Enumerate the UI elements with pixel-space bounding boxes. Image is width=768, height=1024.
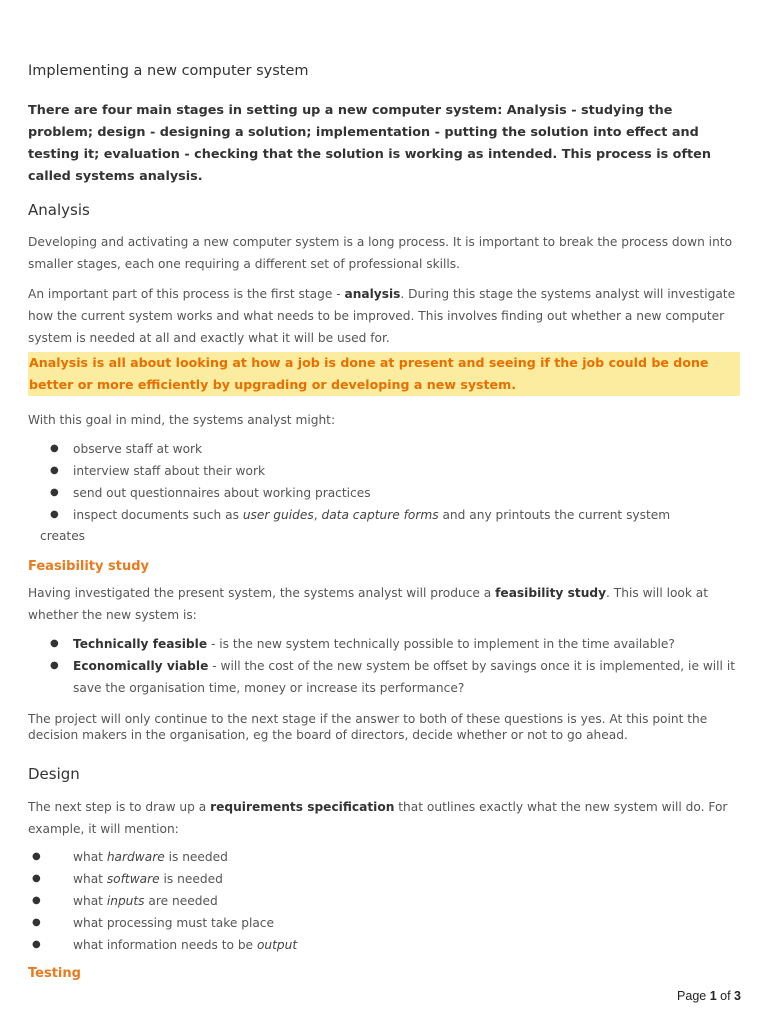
bullet-icon: ● [32, 939, 41, 950]
heading-feasibility-study: Feasibility study [28, 559, 150, 574]
document-title: Implementing a new computer system [28, 63, 309, 79]
list-item-continuation: creates [40, 529, 86, 543]
heading-design: Design [28, 765, 80, 783]
bullet-icon: ● [50, 443, 59, 454]
heading-analysis: Analysis [28, 201, 90, 219]
bullet-icon: ● [50, 487, 59, 498]
analysis-activities-list [28, 438, 740, 526]
list-item: ● what software is needed [28, 868, 740, 890]
bullet-icon: ● [32, 851, 41, 862]
bullet-icon: ● [32, 917, 41, 928]
bullet-icon: ● [50, 509, 59, 520]
bullet-icon: ● [50, 638, 59, 649]
requirements-list [28, 846, 740, 956]
feasibility-paragraph-1: Having investigated the present system, the systems analyst will produce a feasibility study. This will look at whether the new system is: [28, 586, 709, 622]
list-item: ● interview staff about their work [28, 460, 740, 482]
analysis-intro: With this goal in mind, the systems analyst might: [28, 413, 336, 427]
list-item: ● Technically feasible - is the new system technically possible to implement in the time available? [28, 633, 740, 655]
list-item: ● what inputs are needed [28, 890, 740, 912]
bullet-icon: ● [32, 895, 41, 906]
page-number-footer: Page 1 of 3 [677, 989, 741, 1003]
feasibility-paragraph-2: The project will only continue to the next stage if the answer to both of these questions is yes. At this point the decision makers in the organisation, eg the board of directors, decide whether or not to go ahead. [28, 712, 708, 742]
bullet-icon: ● [50, 465, 59, 476]
heading-testing: Testing [28, 966, 81, 981]
design-paragraph-1: The next step is to draw up a requirements specification that outlines exactly what the new system will do. For example, it will mention: [28, 800, 728, 836]
bullet-icon: ● [50, 660, 59, 671]
analysis-paragraph-2: An important part of this process is the first stage - analysis. During this stage the systems analyst will investigate how the current system works and what needs to be improved. This involves finding out whether a new computer system is needed at all and exactly what it will be used for. [28, 287, 736, 345]
feasibility-questions-list [28, 633, 740, 699]
analysis-paragraph-1: Developing and activating a new computer system is a long process. It is important to break the process down into smaller stages, each one requiring a different set of professional skills. [28, 235, 733, 271]
bullet-icon: ● [32, 873, 41, 884]
list-item: ● inspect documents such as user guides, data capture forms and any printouts the current system [28, 504, 740, 526]
analysis-highlight-box: Analysis is all about looking at how a job is done at present and seeing if the job could be done better or more efficiently by upgrading or developing a new system. [28, 352, 740, 396]
list-item: ● what hardware is needed [28, 846, 740, 868]
list-item: ● what information needs to be output [28, 934, 740, 956]
list-item: ● what processing must take place [28, 912, 740, 934]
list-item: ● send out questionnaires about working practices [28, 482, 740, 504]
list-item: ● Economically viable - will the cost of the new system be offset by savings once it is implemented, ie will it save the organisation time, money or increase its performance? [28, 655, 740, 699]
list-item: ● observe staff at work [28, 438, 740, 460]
lead-paragraph: There are four main stages in setting up a new computer system: Analysis - studying the problem; design - designing a solution; implementation - putting the solution into effect and testing it; evaluation - checking that the solution is working as intended. This process is often called systems analysis. [28, 103, 711, 184]
